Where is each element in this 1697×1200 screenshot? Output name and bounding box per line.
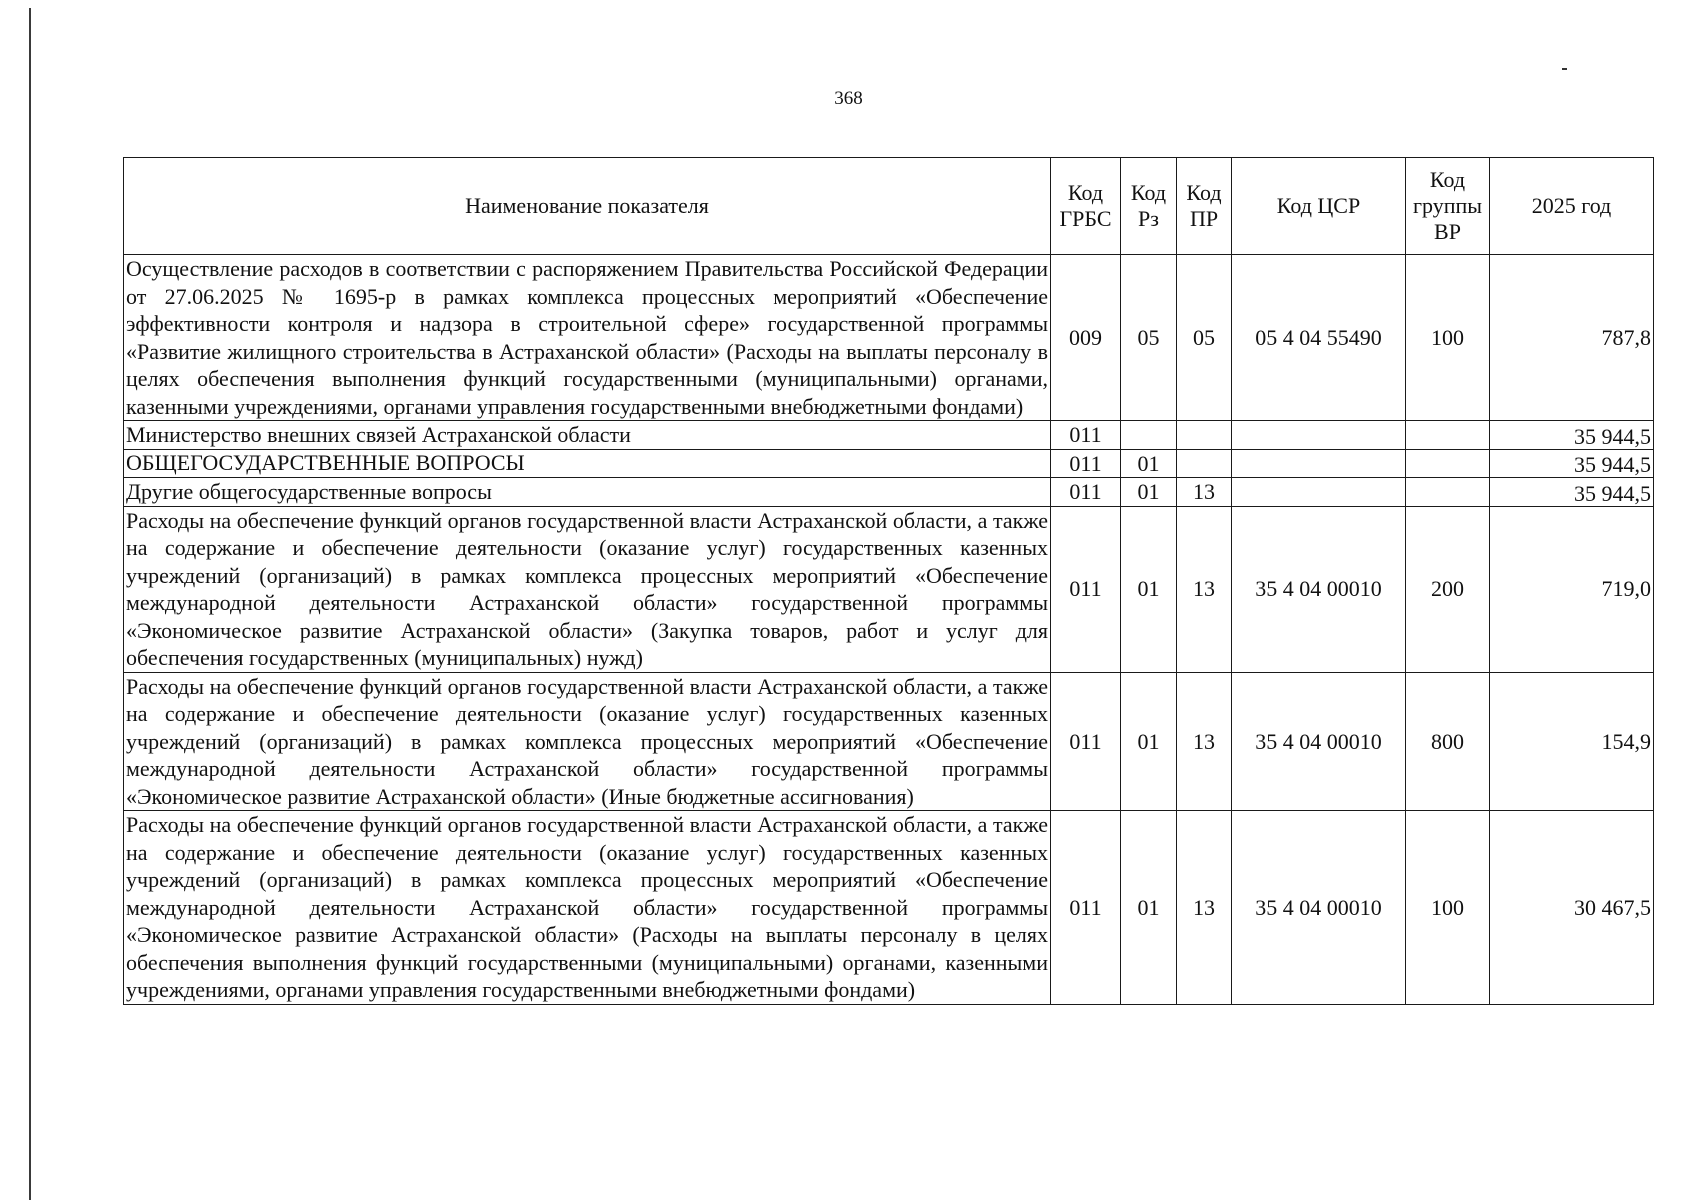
header-csr: Код ЦСР bbox=[1232, 158, 1406, 255]
table-row bbox=[124, 811, 1654, 1005]
row-rz bbox=[1121, 421, 1177, 450]
row-rz: 01 bbox=[1121, 449, 1177, 478]
header-pr: Код ПР bbox=[1177, 158, 1232, 255]
row-csr: 35 4 04 00010 bbox=[1232, 811, 1406, 1005]
row-amount: 154,9 bbox=[1490, 672, 1654, 811]
row-rz: 01 bbox=[1121, 478, 1177, 507]
row-name: Министерство внешних связей Астраханской области bbox=[124, 421, 1051, 450]
row-pr: 05 bbox=[1177, 255, 1232, 421]
row-pr: 13 bbox=[1177, 478, 1232, 507]
table-row bbox=[124, 478, 1654, 507]
table-row bbox=[124, 506, 1654, 672]
row-name: Другие общегосударственные вопросы bbox=[124, 478, 1051, 507]
table-header-row bbox=[124, 158, 1654, 255]
header-name: Наименование показателя bbox=[124, 158, 1051, 255]
row-amount: 35 944,5 bbox=[1490, 449, 1654, 478]
row-pr bbox=[1177, 449, 1232, 478]
row-name: Осуществление расходов в соответствии с распоряжением Правительства Российской Федерации от 27.06.2025 № 1695-р в рамках комплекса процессных мероприятий «Обеспечение эффективности контроля и надзора в строительной сфере» государственной программы «Развитие жилищного строительства в Астраханской области» (Расходы на выплаты персоналу в целях обеспечения выполнения функций государственными (муниципальными) органами, казенными учреждениями, органами управления государственными внебюджетными фондами) bbox=[124, 255, 1051, 421]
row-amount: 719,0 bbox=[1490, 506, 1654, 672]
row-csr: 35 4 04 00010 bbox=[1232, 506, 1406, 672]
row-pr: 13 bbox=[1177, 672, 1232, 811]
row-amount: 35 944,5 bbox=[1490, 421, 1654, 450]
row-grbs: 011 bbox=[1051, 449, 1121, 478]
table-row bbox=[124, 449, 1654, 478]
table-row bbox=[124, 421, 1654, 450]
binding-edge-line bbox=[29, 8, 31, 1200]
row-grbs: 011 bbox=[1051, 421, 1121, 450]
row-vr: 200 bbox=[1406, 506, 1490, 672]
row-vr bbox=[1406, 421, 1490, 450]
row-rz: 05 bbox=[1121, 255, 1177, 421]
header-rz: Код Рз bbox=[1121, 158, 1177, 255]
row-grbs: 011 bbox=[1051, 478, 1121, 507]
row-csr bbox=[1232, 449, 1406, 478]
row-grbs: 011 bbox=[1051, 672, 1121, 811]
row-vr bbox=[1406, 449, 1490, 478]
header-year: 2025 год bbox=[1490, 158, 1654, 255]
row-grbs: 009 bbox=[1051, 255, 1121, 421]
row-amount: 30 467,5 bbox=[1490, 811, 1654, 1005]
header-grbs: Код ГРБС bbox=[1051, 158, 1121, 255]
row-pr: 13 bbox=[1177, 506, 1232, 672]
row-name: Расходы на обеспечение функций органов государственной власти Астраханской области, а также на содержание и обеспечение деятельности (оказание услуг) государственных казенных учреждений (организаций) в рамках комплекса процессных мероприятий «Обеспечение международной деятельности Астраханской области» государственной программы «Экономическое развитие Астраханской области» (Расходы на выплаты персоналу в целях обеспечения выполнения функций государственными (муниципальными) органами, казенными учреждениями, органами управления государственными внебюджетными фондами) bbox=[124, 811, 1051, 1005]
corner-mark bbox=[1562, 68, 1567, 70]
row-grbs: 011 bbox=[1051, 811, 1121, 1005]
row-amount: 787,8 bbox=[1490, 255, 1654, 421]
row-vr: 100 bbox=[1406, 811, 1490, 1005]
row-rz: 01 bbox=[1121, 672, 1177, 811]
row-vr: 800 bbox=[1406, 672, 1490, 811]
row-csr bbox=[1232, 478, 1406, 507]
header-vr: Код группы ВР bbox=[1406, 158, 1490, 255]
budget-table bbox=[123, 157, 1654, 1005]
row-grbs: 011 bbox=[1051, 506, 1121, 672]
row-csr: 05 4 04 55490 bbox=[1232, 255, 1406, 421]
row-amount: 35 944,5 bbox=[1490, 478, 1654, 507]
row-pr bbox=[1177, 421, 1232, 450]
row-name: ОБЩЕГОСУДАРСТВЕННЫЕ ВОПРОСЫ bbox=[124, 449, 1051, 478]
table-row bbox=[124, 255, 1654, 421]
row-csr: 35 4 04 00010 bbox=[1232, 672, 1406, 811]
page-number: 368 bbox=[834, 88, 863, 109]
row-rz: 01 bbox=[1121, 811, 1177, 1005]
row-vr bbox=[1406, 478, 1490, 507]
table-row bbox=[124, 672, 1654, 811]
row-rz: 01 bbox=[1121, 506, 1177, 672]
row-name: Расходы на обеспечение функций органов государственной власти Астраханской области, а также на содержание и обеспечение деятельности (оказание услуг) государственных казенных учреждений (организаций) в рамках комплекса процессных мероприятий «Обеспечение международной деятельности Астраханской области» государственной программы «Экономическое развитие Астраханской области» (Иные бюджетные ассигнования) bbox=[124, 672, 1051, 811]
row-pr: 13 bbox=[1177, 811, 1232, 1005]
row-vr: 100 bbox=[1406, 255, 1490, 421]
row-csr bbox=[1232, 421, 1406, 450]
row-name: Расходы на обеспечение функций органов государственной власти Астраханской области, а также на содержание и обеспечение деятельности (оказание услуг) государственных казенных учреждений (организаций) в рамках комплекса процессных мероприятий «Обеспечение международной деятельности Астраханской области» государственной программы «Экономическое развитие Астраханской области» (Закупка товаров, работ и услуг для обеспечения государственных (муниципальных) нужд) bbox=[124, 506, 1051, 672]
